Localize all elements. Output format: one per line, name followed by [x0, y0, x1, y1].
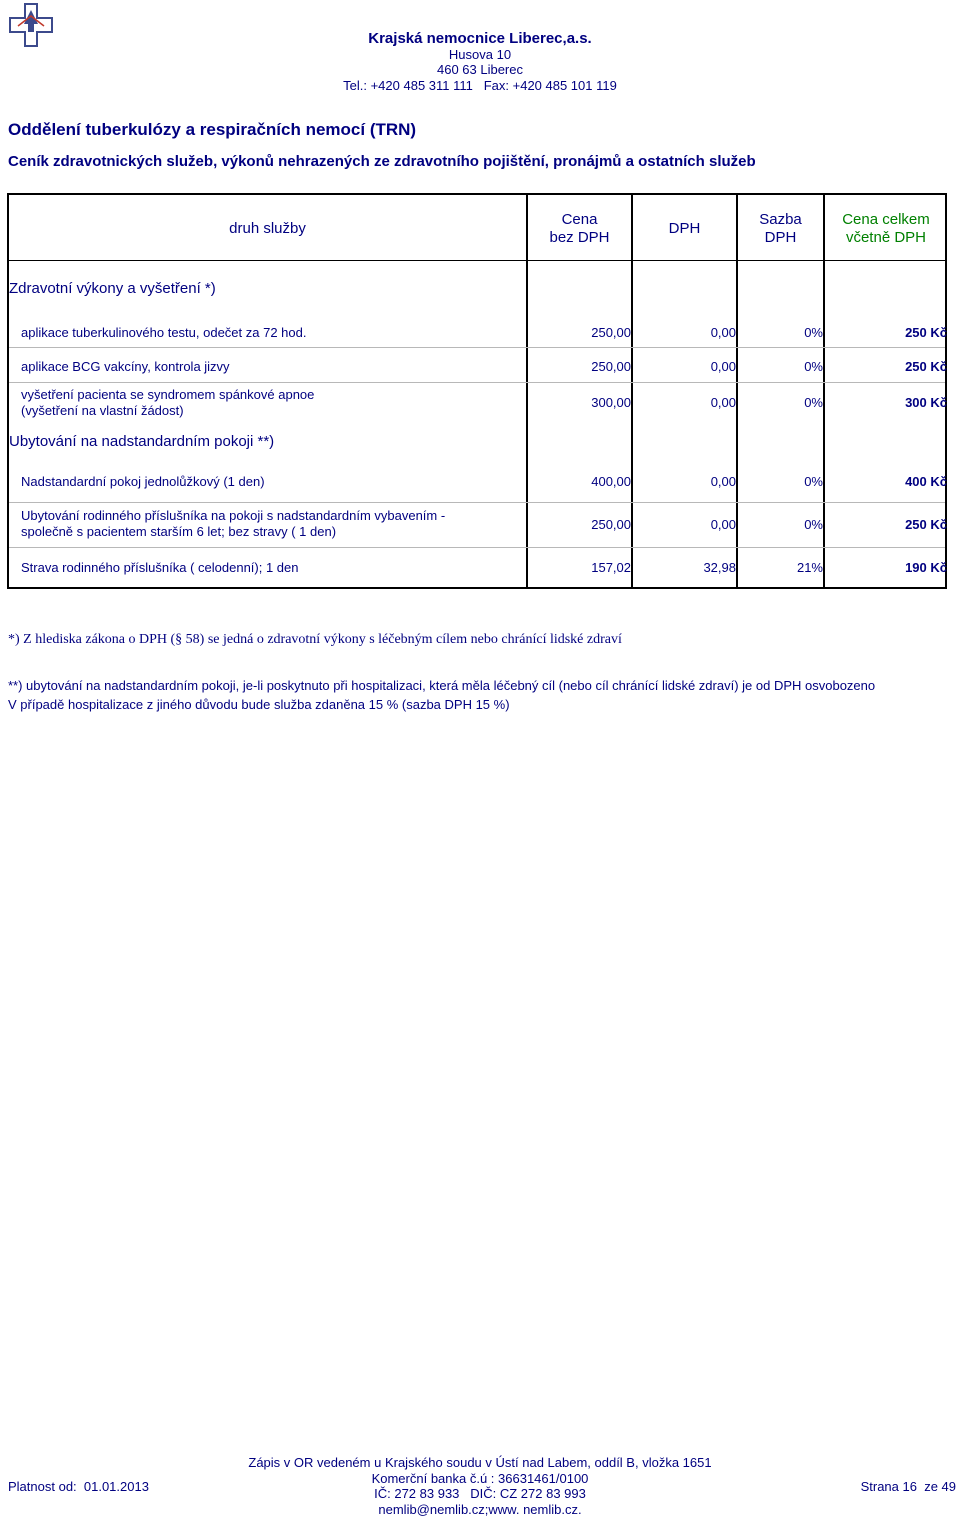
row-4-price: 400,00 — [591, 474, 631, 489]
header-service: druh služby — [229, 220, 306, 237]
row-3-price: 300,00 — [591, 395, 631, 410]
row-1-service: aplikace tuberkulinového testu, odečet za 72 hod. — [21, 325, 307, 340]
row-4-vat: 0,00 — [710, 474, 736, 489]
row-2-vat: 0,00 — [710, 359, 736, 374]
row-6-rate: 21% — [796, 560, 823, 575]
row-4-rate: 0% — [804, 474, 823, 489]
row-5-price: 250,00 — [591, 517, 631, 532]
footer-ids: IČ: 272 83 933 DIČ: CZ 272 83 993 — [374, 1486, 586, 1501]
row-3-vat: 0,00 — [710, 395, 736, 410]
footer-court-registration: Zápis v OR vedeném u Krajského soudu v Ústí nad Labem, oddíl B, vložka 1651 — [248, 1455, 712, 1470]
header-rate-line2: DPH — [764, 229, 797, 246]
department-title: Oddělení tuberkulózy a respiračních nemocí (TRN) — [8, 120, 417, 139]
row-5-total: 250 Kč — [905, 517, 947, 532]
footnote-vat-note: V případě hospitalizace z jiného důvodu bude služba zdaněna 15 % (sazba DPH 15 %) — [8, 697, 510, 712]
row-6-vat: 32,98 — [703, 560, 736, 575]
header-total-line2: včetně DPH — [845, 229, 927, 246]
header-total-line1: Cena celkem — [842, 211, 930, 228]
row-5-service-line1: Ubytování rodinného příslušníka na pokoji s nadstandardním vybavením - — [21, 508, 446, 523]
row-3-total: 300 Kč — [905, 395, 947, 410]
header-vat: DPH — [668, 220, 701, 237]
hospital-city: 460 63 Liberec — [436, 62, 523, 77]
footer-page-number: Strana 16 ze 49 — [860, 1479, 956, 1494]
row-5-vat: 0,00 — [710, 517, 736, 532]
row-1-total: 250 Kč — [905, 325, 947, 340]
footer-bank: Komerční banka č.ú : 36631461/0100 — [371, 1471, 589, 1486]
section-title-medical: Zdravotní výkony a vyšetření *) — [9, 280, 216, 297]
row-1-rate: 0% — [804, 325, 823, 340]
header-rate-line1: Sazba — [759, 211, 802, 228]
row-4-service: Nadstandardní pokoj jednolůžkový (1 den) — [21, 474, 265, 489]
header-price-line2: bez DPH — [549, 229, 610, 246]
section-title-accommodation: Ubytování na nadstandardním pokoji **) — [9, 433, 275, 450]
price-table — [7, 193, 947, 589]
footer-valid-from: Platnost od: 01.01.2013 — [8, 1479, 149, 1494]
row-3-rate: 0% — [804, 395, 823, 410]
row-4-total: 400 Kč — [905, 474, 947, 489]
row-5-service-line2: společně s pacientem starším 6 let; bez stravy ( 1 den) — [21, 524, 337, 539]
footnote-accommodation: **) ubytování na nadstandardním pokoji, je-li poskytnuto při hospitalizaci, která měla léčebný cíl (nebo cíl chránící lidské zdraví) je od DPH osvobozeno — [8, 678, 876, 693]
row-1-price: 250,00 — [591, 325, 631, 340]
row-2-rate: 0% — [804, 359, 823, 374]
footnote-medical: *) Z hlediska zákona o DPH (§ 58) se jedná o zdravotní výkony s léčebným cílem nebo chránící lidské zdraví — [8, 632, 622, 647]
hospital-phone: Tel.: +420 485 311 111 Fax: +420 485 101 119 — [343, 78, 617, 93]
footer-contact: nemlib@nemlib.cz;www. nemlib.cz. — [378, 1502, 582, 1517]
row-2-total: 250 Kč — [905, 359, 947, 374]
price-list-subtitle: Ceník zdravotnických služeb, výkonů nehrazených ze zdravotního pojištění, pronájmů a ostatních služeb — [8, 153, 756, 170]
row-3-service-line2: (vyšetření na vlastní žádost) — [21, 403, 184, 418]
row-1-vat: 0,00 — [710, 325, 736, 340]
header-price-line1: Cena — [561, 211, 598, 228]
row-2-service: aplikace BCG vakcíny, kontrola jizvy — [21, 359, 230, 374]
hospital-name: Krajská nemocnice Liberec,a.s. — [368, 30, 592, 47]
hospital-logo-icon — [8, 2, 54, 48]
hospital-street: Husova 10 — [448, 47, 512, 62]
row-2-price: 250,00 — [591, 359, 631, 374]
row-6-price: 157,02 — [591, 560, 631, 575]
row-6-total: 190 Kč — [905, 560, 947, 575]
row-3-service-line1: vyšetření pacienta se syndromem spánkové apnoe — [21, 387, 315, 402]
row-6-service: Strava rodinného příslušníka ( celodenní); 1 den — [21, 560, 299, 575]
row-5-rate: 0% — [804, 517, 823, 532]
